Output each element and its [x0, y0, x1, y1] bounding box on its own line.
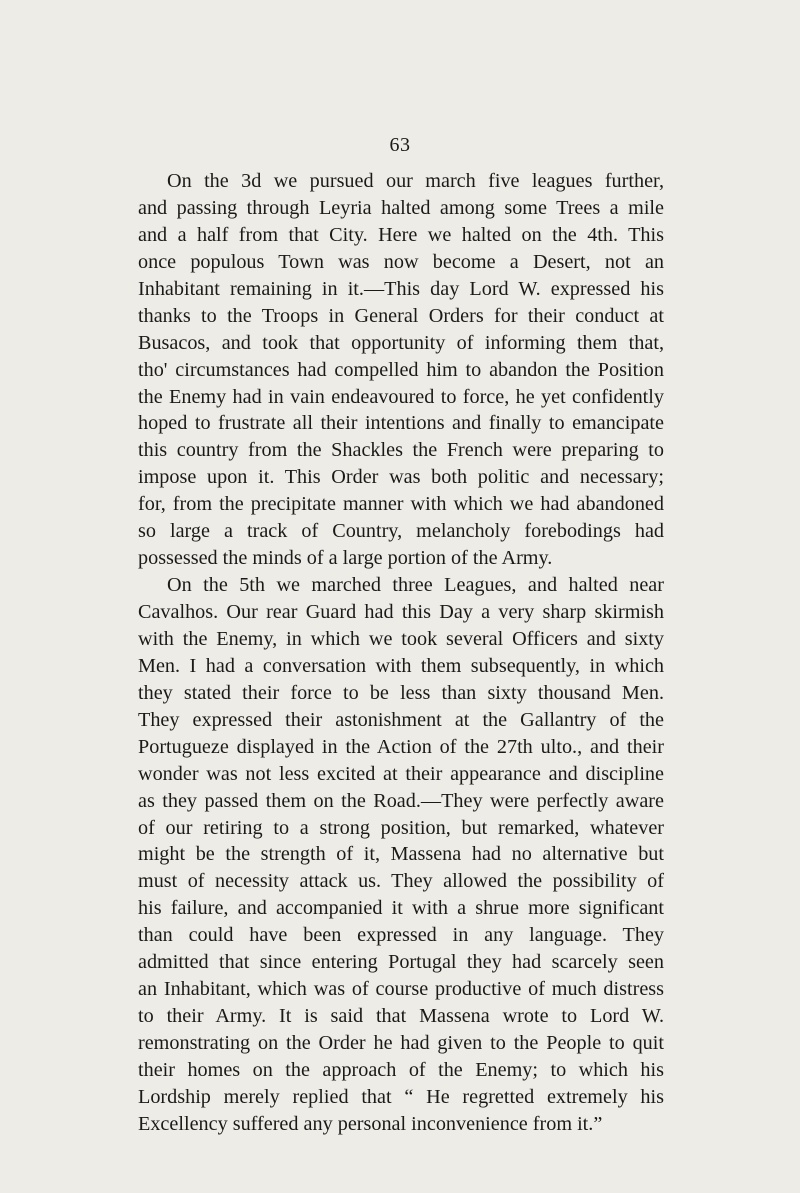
text-line: and passing through Leyria halted among some Trees a mile — [138, 196, 664, 219]
text-line: impose upon it. This Order was both politic and necessary; — [138, 466, 664, 489]
text-line: Inhabitant remaining in it.—This day Lord W. expressed his — [138, 277, 664, 300]
text-line: for, from the precipitate manner with which we had abandoned — [138, 493, 664, 516]
page-number: 63 — [389, 134, 411, 156]
text-line: remonstrating on the Order he had given to the People to quit — [138, 1032, 664, 1054]
paragraph — [138, 168, 664, 572]
text-line: so large a track of Country, melancholy forebodings had — [138, 520, 664, 543]
text-line: than could have been expressed in any language. They — [138, 924, 664, 947]
text-line: must of necessity attack us. They allowed the possibility of — [138, 870, 664, 893]
text-line: to their Army. It is said that Massena wrote to Lord W. — [138, 1005, 664, 1028]
text-line: wonder was not less excited at their appearance and discipline — [138, 762, 664, 785]
text-line: thanks to the Troops in General Orders for their conduct at — [138, 304, 664, 327]
text-line: Busacos, and took that opportunity of informing them that, — [138, 331, 664, 354]
text-line: his failure, and accompanied it with a shrue more significant — [138, 897, 664, 920]
text-line: once populous Town was now become a Desert, not an — [138, 250, 664, 273]
text-line: and a half from that City. Here we halted on the 4th. This — [138, 223, 664, 246]
text-line: an Inhabitant, which was of course productive of much distress — [138, 978, 664, 1001]
text-line: their homes on the approach of the Enemy; to which his — [138, 1058, 664, 1081]
text-line: Lordship merely replied that “ He regretted extremely his — [138, 1085, 664, 1108]
text-line: this country from the Shackles the French were preparing to — [138, 439, 664, 462]
text-line: hoped to frustrate all their intentions and finally to emancipate — [138, 412, 664, 435]
text-line: of our retiring to a strong position, but remarked, whatever — [138, 816, 664, 839]
text-line: They expressed their astonishment at the Gallantry of the — [138, 708, 664, 731]
text-line: Men. I had a conversation with them subsequently, in which — [138, 654, 664, 677]
text-line: the Enemy had in vain endeavoured to force, he yet confidently — [138, 385, 664, 408]
text-line: tho' circumstances had compelled him to abandon the Position — [138, 358, 664, 381]
paragraph — [138, 572, 664, 1138]
body-text — [138, 168, 664, 1138]
text-line: Excellency suffered any personal inconvenience from it.” — [138, 1112, 603, 1135]
text-line: they stated their force to be less than sixty thousand Men. — [138, 681, 664, 704]
text-line: with the Enemy, in which we took several Officers and sixty — [138, 627, 664, 650]
text-line: On the 3d we pursued our march five leagues further, — [167, 170, 664, 192]
text-line: as they passed them on the Road.—They were perfectly aware — [138, 789, 664, 812]
text-line: Portugueze displayed in the Action of the 27th ulto., and their — [138, 735, 664, 758]
text-line: possessed the minds of a large portion of the Army. — [138, 547, 553, 570]
text-line: Cavalhos. Our rear Guard had this Day a very sharp skirmish — [138, 601, 664, 623]
text-line: On the 5th we marched three Leagues, and halted near — [167, 574, 664, 597]
text-line: admitted that since entering Portugal they had scarcely seen — [138, 951, 664, 974]
text-line: might be the strength of it, Massena had no alternative but — [138, 843, 664, 866]
